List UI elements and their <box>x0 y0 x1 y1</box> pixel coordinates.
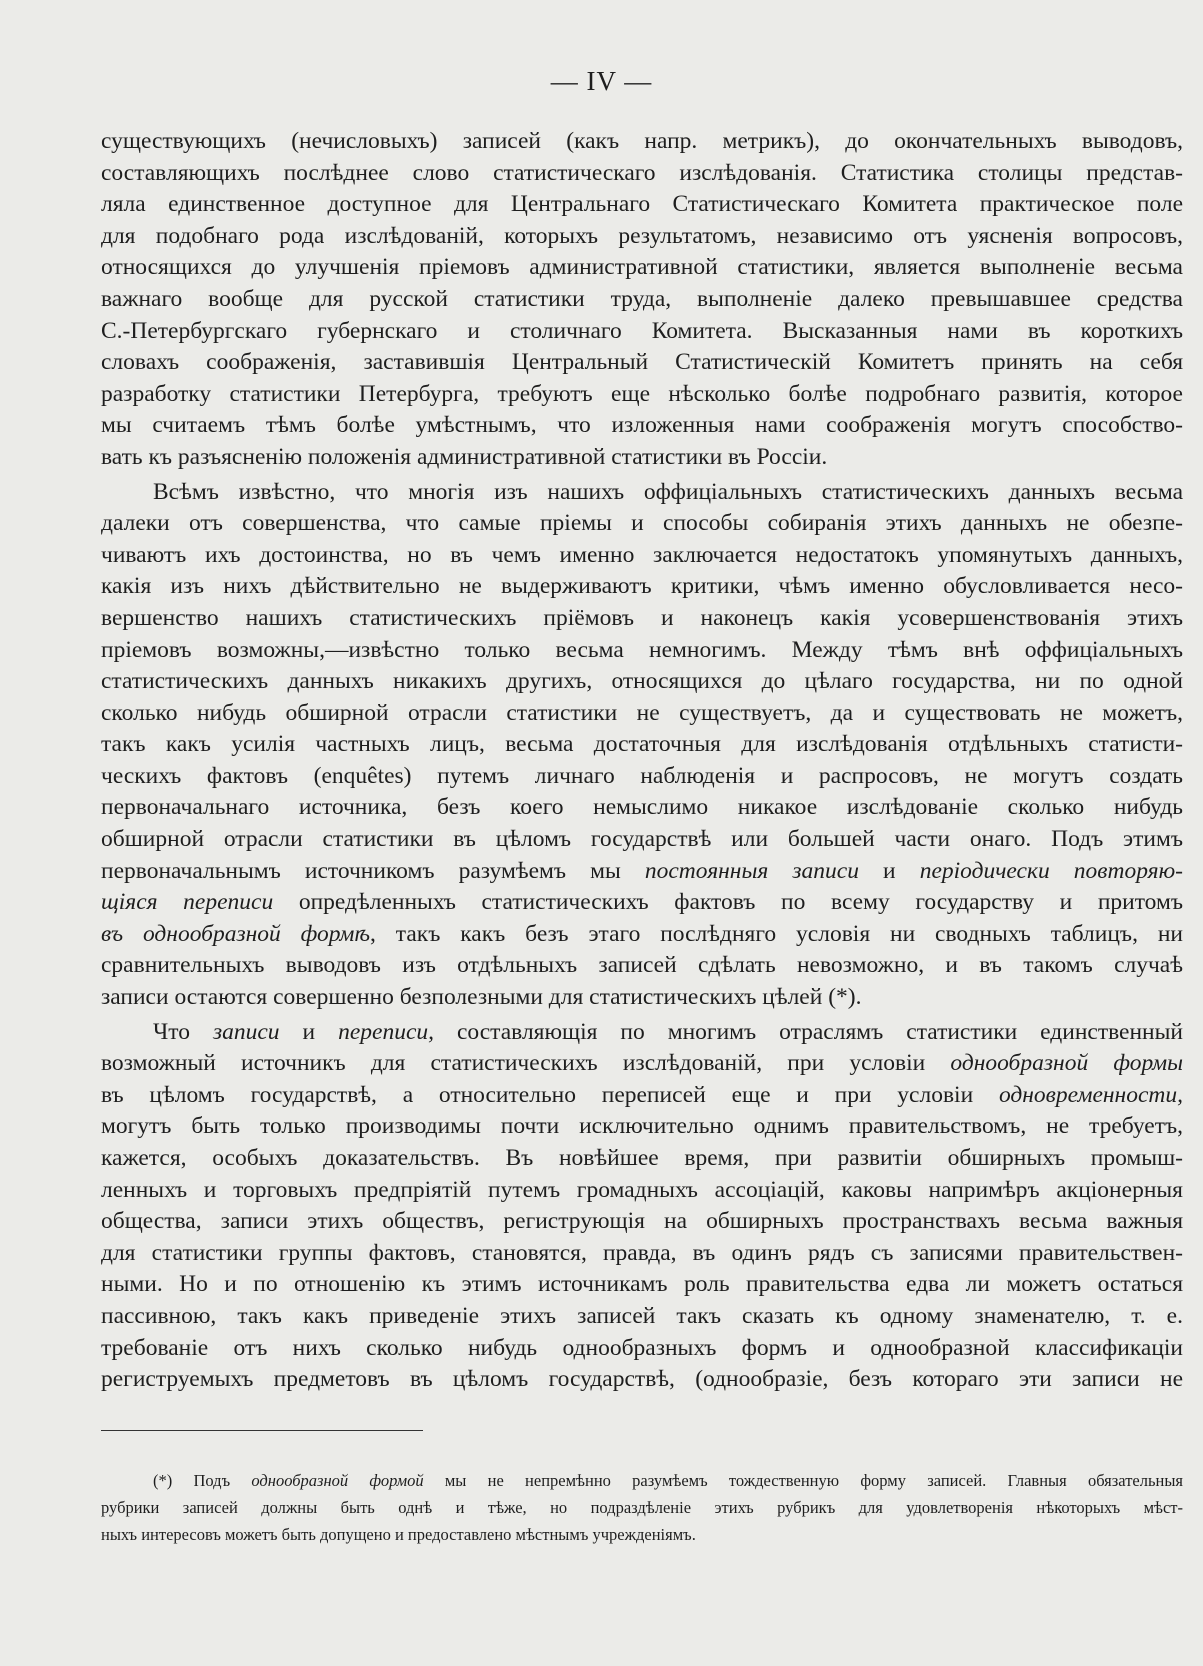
italic-phrase: въ однообразной формѣ <box>101 920 371 947</box>
text-line: региструемыхъ предметовъ въ цѣломъ государствѣ, (однообразіе, безъ котораго эти записи не <box>101 1366 1183 1393</box>
text-span: и <box>279 1018 339 1045</box>
footnote-line <box>101 1467 1183 1494</box>
text-line <box>101 887 1183 919</box>
text-line: важнаго вообще для русской статистики труда, выполненіе далеко превышавшее средства <box>101 285 1183 312</box>
text-line: сравнительныхъ выводовъ изъ отдѣльныхъ записей сдѣлать невозможно, и въ такомъ случаѣ <box>101 952 1183 979</box>
text-line: для подобнаго рода изслѣдованій, которыхъ результатомъ, независимо отъ уясненія вопросовъ, <box>101 222 1183 249</box>
italic-phrase: постоянныя записи <box>644 857 859 884</box>
italic-phrase: записи <box>212 1018 280 1045</box>
text-line: пріемовъ возможны,—извѣстно только весьма немногимъ. Между тѣмъ внѣ оффиціальныхъ <box>101 636 1183 663</box>
text-line: существующихъ (нечисловыхъ) записей (какъ напр. метрикъ), до окончательныхъ выводовъ, <box>101 128 1183 154</box>
text-line: ческихъ фактовъ (enquêtes) путемъ личнаго наблюденія и распросовъ, не могутъ создать <box>101 762 1183 789</box>
text-line: ленныхъ и торговыхъ предпріятій путемъ громадныхъ ассоціацій, каковы напримѣръ акціонерныя <box>101 1176 1183 1203</box>
text-line: записи остаются совершенно безполезными для статистическихъ цѣлей (*). <box>101 984 862 1011</box>
text-line: далеки отъ совершенства, что самые пріемы и способы собиранія этихъ данныхъ не обезпе- <box>101 510 1183 537</box>
page-number: — IV — <box>550 66 653 96</box>
text-line: сколько нибудь обширной отрасли статистики не существуетъ, да и существовать не можетъ, <box>101 699 1183 726</box>
text-line: такъ какъ усилія частныхъ лицъ, весьма достаточныя для изслѣдованія отдѣльныхъ статисти- <box>101 731 1183 758</box>
text-line: С.-Петербургскаго губернскаго и столичнаго Комитета. Высказанныя нами въ короткихъ <box>101 317 1183 344</box>
text-line: мы считаемъ тѣмъ болѣе умѣстнымъ, что изложенныя нами соображенія могутъ способство- <box>101 412 1183 439</box>
text-span: опредѣленныхъ статистическихъ фактовъ по всему государству и притомъ <box>273 889 1184 916</box>
italic-phrase: однообразной формы <box>950 1050 1183 1077</box>
text-span: Что <box>153 1018 213 1045</box>
text-line: первоначальнаго источника, безъ коего немыслимо никакое изслѣдованіе сколько нибудь <box>101 794 1183 821</box>
text-line <box>101 1048 1183 1080</box>
text-span: и <box>858 857 920 884</box>
footnote-divider <box>101 1430 423 1431</box>
text-line: ными. Но и по отношенію къ этимъ источникамъ роль правительства едва ли можетъ остаться <box>101 1271 1183 1298</box>
italic-phrase: щіяся переписи <box>101 889 274 916</box>
text-span: , такъ какъ безъ этаго послѣдняго условія ни сводныхъ таблицъ, ни <box>370 920 1183 947</box>
italic-phrase: однообразной формой <box>251 1471 424 1490</box>
footnotes <box>101 1467 1183 1548</box>
text-line: разработку статистики Петербурга, требуютъ еще нѣсколько болѣе подробнаго развитія, которое <box>101 380 1183 407</box>
text-line: относящихся до улучшенія пріемовъ административной статистики, является выполненіе весьма <box>101 254 1183 281</box>
text-line <box>101 856 1183 888</box>
text-line: требованіе отъ нихъ сколько нибудь однообразныхъ формъ и однообразной классификаціи <box>101 1334 1183 1361</box>
text-line: Всѣмъ извѣстно, что многія изъ нашихъ оффиціальныхъ статистическихъ данныхъ весьма <box>153 478 1183 505</box>
footnote-line: рубрики записей должны быть однѣ и тѣже, но подраздѣленіе этихъ рубрикъ для удовлетворенія нѣкоторыхъ мѣст- <box>101 1498 1183 1517</box>
text-line: какія изъ нихъ дѣйствительно не выдерживаютъ критики, чѣмъ именно обусловливается несо- <box>101 573 1183 600</box>
text-line <box>101 1080 1183 1112</box>
text-line: для статистики группы фактовъ, становятся, правда, въ одинъ рядъ съ записями правительствен- <box>101 1239 1183 1266</box>
text-span: въ цѣломъ государствѣ, а относительно переписей еще и при условіи <box>101 1081 999 1108</box>
italic-phrase: періодически повторяю- <box>919 857 1183 884</box>
text-span: составляющія по многимъ отраслямъ статистики единственный <box>434 1018 1183 1045</box>
text-line: вершенство нашихъ статистическихъ пріёмовъ и наконецъ какія усовершенствованія этихъ <box>101 604 1183 631</box>
italic-phrase: одновременности, <box>998 1081 1183 1108</box>
text-span: мы не непремѣнно разумѣемъ тождественную форму записей. Главныя обязательныя <box>423 1471 1183 1490</box>
footnote-line: ныхъ интересовъ можетъ быть допущено и предоставлено мѣстнымъ учрежденіямъ. <box>101 1525 696 1544</box>
text-line <box>101 919 1183 951</box>
text-line: обширной отрасли статистики въ цѣломъ государствѣ или большей части онаго. Подъ этимъ <box>101 826 1183 853</box>
text-line: словахъ соображенія, заставившія Центральный Статистическій Комитетъ принять на себя <box>101 349 1183 376</box>
text-span: (*) Подъ <box>153 1471 252 1490</box>
text-line <box>101 1017 1183 1049</box>
text-span: первоначальнымъ источникомъ разумѣемъ мы <box>101 857 645 884</box>
body-text <box>101 126 1183 1396</box>
text-line: общества, записи этихъ обществъ, региструющія на обширныхъ пространствахъ весьма важныя <box>101 1208 1183 1235</box>
text-line: пассивною, такъ какъ приведеніе этихъ записей такъ сказать къ одному знаменателю, т. е. <box>101 1302 1183 1329</box>
text-line: вать къ разъясненію положенія административной статистики въ Россіи. <box>101 443 828 470</box>
text-line: могутъ быть только производимы почти исключительно однимъ правительствомъ, не требуетъ, <box>101 1113 1183 1140</box>
text-line: составляющихъ послѣднее слово статистическаго изслѣдованія. Статистика столицы представ- <box>101 159 1183 186</box>
text-line: статистическихъ данныхъ никакихъ другихъ, относящихся до цѣлаго государства, ни по одной <box>101 668 1183 695</box>
text-line: кажется, особыхъ доказательствъ. Въ новѣйшее время, при развитіи обширныхъ промыш- <box>101 1145 1183 1171</box>
text-line: ляла единственное доступное для Центральнаго Статистическаго Комитета практическое поле <box>101 191 1183 218</box>
text-span: возможный источникъ для статистическихъ изслѣдованій, при условіи <box>101 1050 951 1077</box>
italic-phrase: переписи, <box>338 1018 434 1045</box>
text-line: чиваютъ ихъ достоинства, но въ чемъ именно заключается недостатокъ упомянутыхъ данныхъ, <box>101 541 1183 568</box>
